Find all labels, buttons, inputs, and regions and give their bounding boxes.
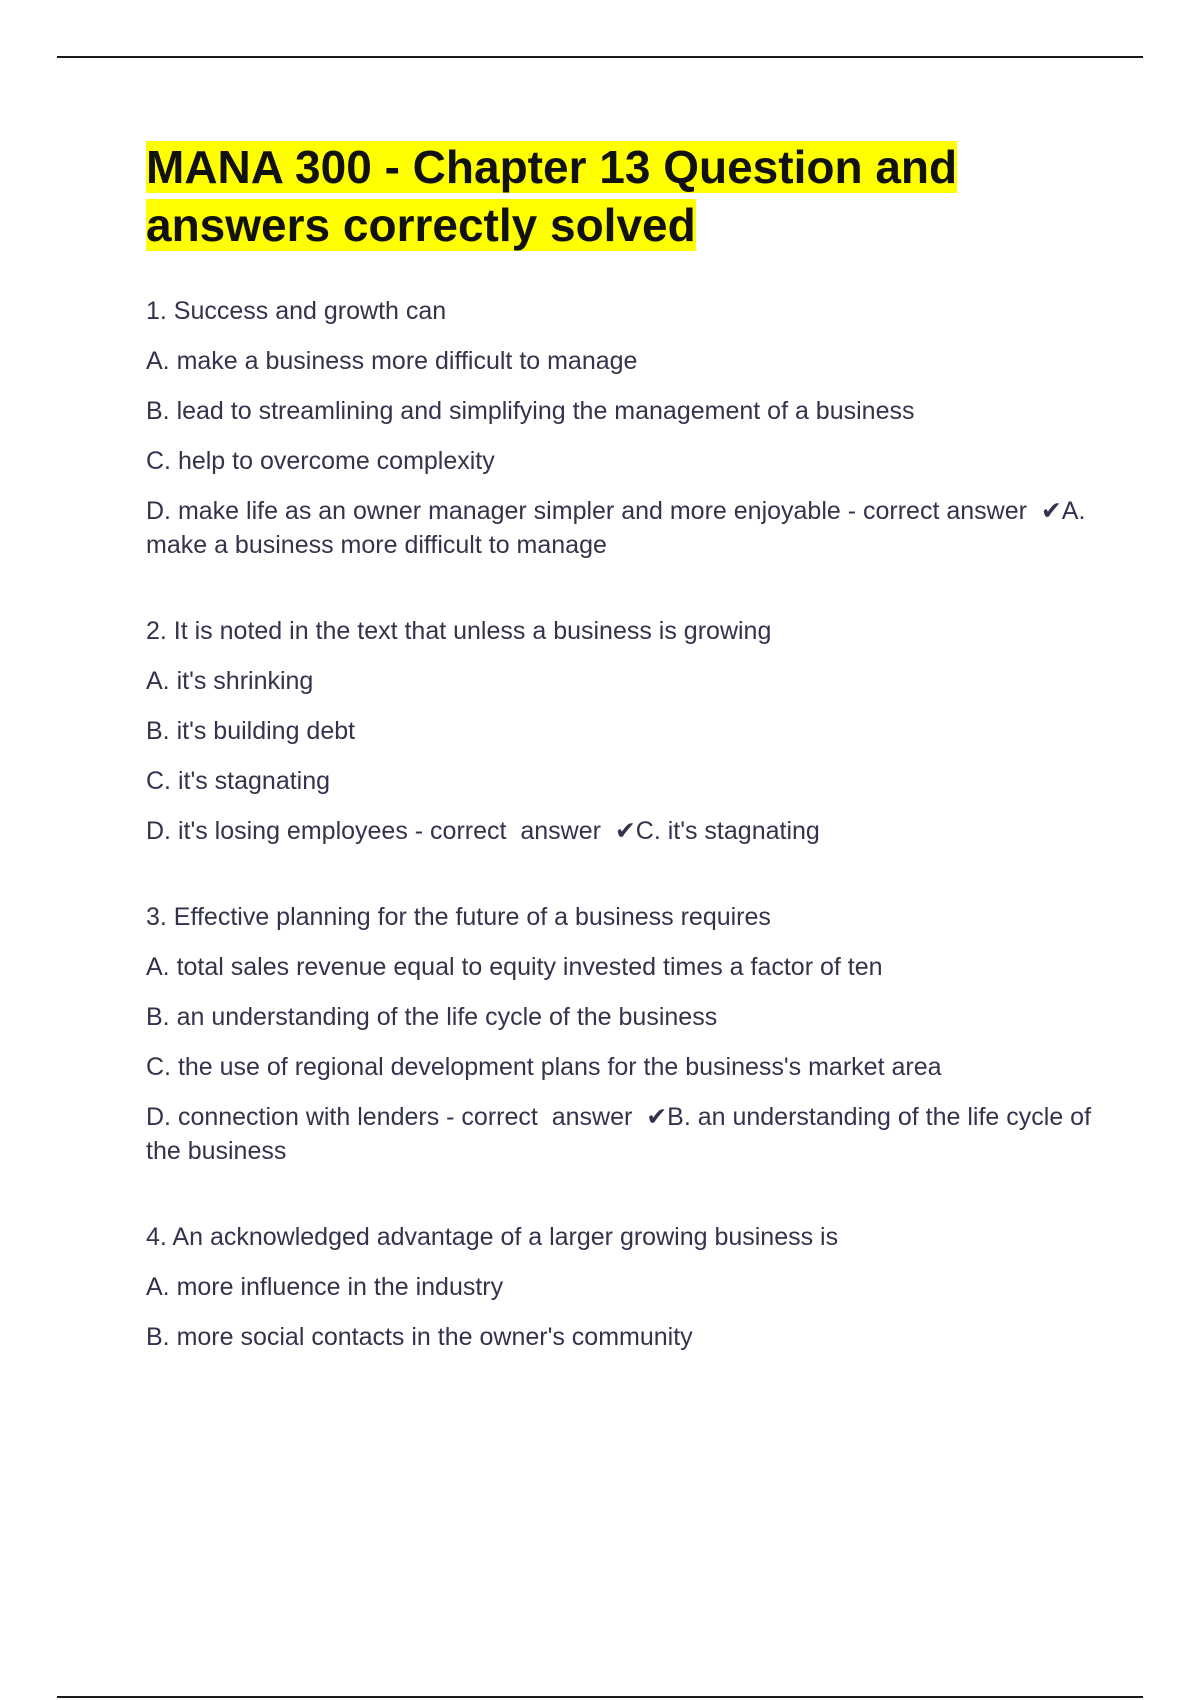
answer-option-b: B. it's building debt — [146, 717, 356, 745]
question-list — [146, 294, 1106, 1354]
question-prompt: 4. An acknowledged advantage of a larger growing business is — [146, 1223, 839, 1251]
question-prompt: 2. It is noted in the text that unless a business is growing — [146, 617, 772, 645]
answer-option-a: A. make a business more difficult to manage — [146, 347, 638, 375]
answer-option-d-with-correct-answer: D. make life as an owner manager simpler and more enjoyable - correct answer ✔A. make a business more difficult to manage — [146, 497, 1093, 559]
answer-option-a: A. it's shrinking — [146, 667, 314, 695]
answer-option-b: B. lead to streamlining and simplifying the management of a business — [146, 397, 915, 425]
question-4 — [146, 1220, 1106, 1354]
answer-option-c: C. it's stagnating — [146, 767, 331, 795]
answer-option-c: C. the use of regional development plans for the business's market area — [146, 1053, 942, 1081]
answer-option-c: C. help to overcome complexity — [146, 447, 495, 475]
answer-option-b: B. more social contacts in the owner's community — [146, 1323, 693, 1351]
answer-option-d-with-correct-answer: D. it's losing employees - correct answer ✔C. it's stagnating — [146, 817, 820, 845]
question-prompt: 1. Success and growth can — [146, 297, 447, 325]
document-page — [146, 138, 1106, 1406]
question-2 — [146, 614, 1106, 848]
answer-option-d-with-correct-answer: D. connection with lenders - correct answer ✔B. an understanding of the life cycle of the business — [146, 1103, 1098, 1165]
answer-option-b: B. an understanding of the life cycle of the business — [146, 1003, 718, 1031]
question-prompt: 3. Effective planning for the future of a business requires — [146, 903, 771, 931]
highlighted-title-text: MANA 300 - Chapter 13 Question and answers correctly solved — [146, 141, 958, 251]
document-title — [146, 138, 1106, 254]
top-rule — [57, 56, 1143, 58]
answer-option-a: A. more influence in the industry — [146, 1273, 504, 1301]
answer-option-a: A. total sales revenue equal to equity invested times a factor of ten — [146, 953, 883, 981]
bottom-rule — [57, 1696, 1143, 1698]
question-3 — [146, 900, 1106, 1168]
question-1 — [146, 294, 1106, 562]
